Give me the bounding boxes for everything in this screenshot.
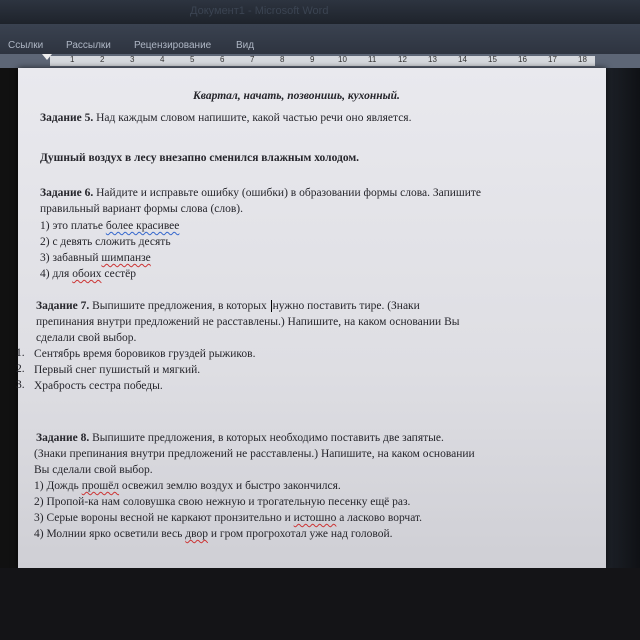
task8-label: Задание 8.: [36, 432, 90, 444]
ruler-number: 2: [100, 55, 105, 64]
task7-line3: сделали свой выбор.: [36, 332, 137, 344]
item-text: 3) Серые вороны весной не каркают пронзительно и: [34, 512, 294, 524]
ruler-number: 4: [160, 55, 165, 64]
screen-bottom-area: [0, 568, 640, 640]
tab-view[interactable]: Вид: [236, 40, 255, 51]
item-text: 4) Молнии ярко осветили весь: [34, 528, 186, 540]
task8-item-4: [34, 527, 393, 541]
tab-references[interactable]: Ссылки: [8, 40, 44, 51]
ruler-number: 14: [458, 55, 467, 64]
task5-label: Задание 5.: [40, 112, 94, 124]
tab-review[interactable]: Рецензирование: [134, 40, 212, 51]
tab-mailings[interactable]: Рассылки: [66, 40, 111, 51]
ruler-number: 8: [280, 55, 285, 64]
task7-item-2: Первый снег пушистый и мягкий.: [34, 364, 201, 376]
task5-sentence: Душный воздух в лесу внезапно сменился влажным холодом.: [40, 152, 360, 164]
ruler-number: 10: [338, 55, 347, 64]
task5-text: Над каждым словом напишите, какой частью речи оно является.: [93, 112, 412, 124]
task6-line2: правильный вариант формы слова (слов).: [40, 203, 243, 215]
item-text: 3) забавный: [40, 252, 102, 264]
task8-line1: [36, 431, 444, 445]
text-cursor: [271, 300, 272, 312]
ribbon-tabs: [0, 24, 640, 54]
item-text: 4) для: [40, 268, 73, 280]
task7-item-3: Храбрость сестра победы.: [34, 380, 163, 392]
item-text: 1) это платье: [40, 220, 106, 232]
task8-text1: Выпишите предложения, в которых необходимо поставить две запятые.: [89, 432, 444, 444]
task6-item-2: [40, 235, 171, 249]
document-page[interactable]: [18, 68, 606, 568]
task7-text1b: нужно поставить тире. (Знаки: [272, 300, 420, 312]
task6-label: Задание 6.: [40, 187, 94, 199]
task7-line2: препинания внутри предложений не расставлены.) Напишите, на каком основании Вы: [36, 316, 460, 328]
ruler-number: 5: [190, 55, 195, 64]
item-squiggle: истошно: [293, 512, 337, 524]
right-panel: [606, 68, 640, 640]
task8-line3: Вы сделали свой выбор.: [34, 464, 153, 476]
task7-item-1: Сентябрь время боровиков груздей рыжиков.: [34, 348, 256, 360]
horizontal-ruler[interactable]: [0, 54, 640, 68]
item-squiggle: обоих: [72, 268, 102, 280]
task6-line1: [40, 186, 481, 200]
item-text: 2) Пропой-ка нам соловушка свою нежную и трогательную песенку ещё раз.: [34, 496, 411, 508]
ruler-number: 7: [250, 55, 255, 64]
task8-item-1: [34, 479, 341, 493]
task8-item-3: [34, 511, 422, 525]
task6-item-1: [40, 219, 179, 233]
ruler-number: 13: [428, 55, 437, 64]
item-squiggle: шимпанзе: [101, 252, 151, 264]
task6-text1: Найдите и исправьте ошибку (ошибки) в образовании формы слова. Запишите: [93, 187, 482, 199]
item-text: сестёр: [101, 268, 136, 280]
list-number: 2.: [16, 363, 25, 375]
item-squiggle: двор: [185, 528, 208, 540]
task6-item-4: [40, 267, 136, 281]
task6-item-3: [40, 251, 151, 265]
item-squiggle: более красивее: [105, 220, 180, 232]
item-squiggle: прошёл: [81, 480, 120, 492]
ruler-bar: [50, 56, 595, 66]
ruler-number: 6: [220, 55, 225, 64]
item-text: а ласково ворчат.: [336, 512, 423, 524]
ruler-number: 15: [488, 55, 497, 64]
window-titlebar: [0, 0, 640, 24]
window-title: Документ1 - Microsoft Word: [190, 5, 329, 17]
ruler-number: 3: [130, 55, 135, 64]
heading-line: Квартал, начать, позвонишь, кухонный.: [193, 90, 400, 102]
ruler-number: 17: [548, 55, 557, 64]
item-text: освежил землю воздух и быстро закончился.: [119, 480, 341, 492]
task8-item-2: [34, 495, 410, 509]
item-text: 2) с девять сложить десять: [40, 236, 171, 248]
task8-line2: (Знаки препинания внутри предложений не расставлены.) Напишите, на каком основании: [34, 448, 475, 460]
ruler-number: 16: [518, 55, 527, 64]
ruler-number: 11: [368, 55, 377, 64]
task7-text1a: Выпишите предложения, в которых: [89, 300, 270, 312]
ruler-number: 12: [398, 55, 407, 64]
list-number: 1.: [16, 347, 25, 359]
task7-label: Задание 7.: [36, 300, 90, 312]
ruler-number: 1: [70, 55, 75, 64]
ruler-number: 18: [578, 55, 587, 64]
task7-line1: [36, 299, 420, 313]
ruler-number: 9: [310, 55, 315, 64]
item-text: 1) Дождь: [34, 480, 82, 492]
item-text: и гром прогрохотал уже над головой.: [207, 528, 393, 540]
task5-line: [40, 111, 411, 125]
list-number: 3.: [16, 379, 25, 391]
